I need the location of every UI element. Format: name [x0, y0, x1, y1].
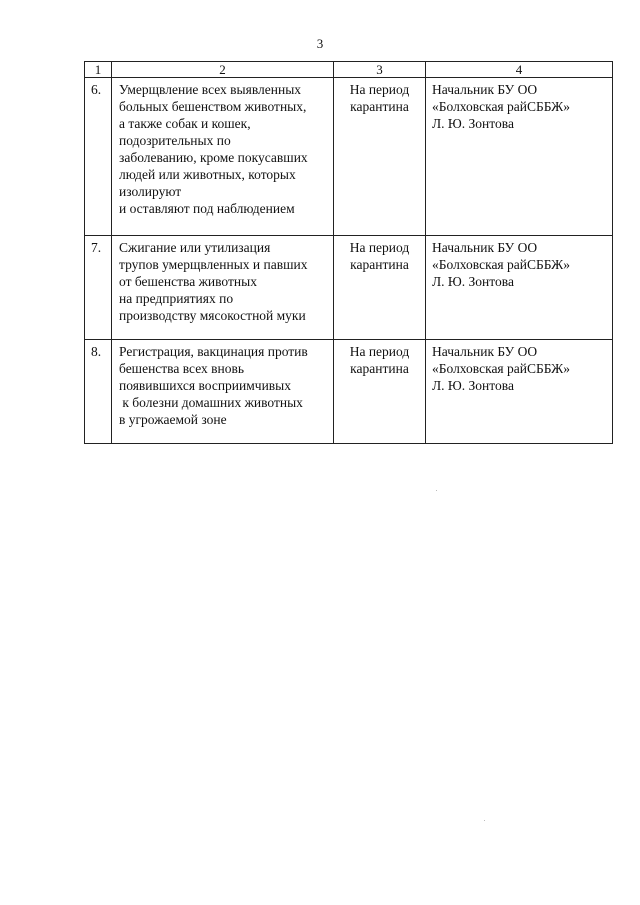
text-line: заболеванию, кроме покусавших — [119, 150, 308, 165]
header-cell: 3 — [334, 62, 426, 78]
text-line: Начальник БУ ОО — [432, 344, 538, 359]
text-line: появившихся восприимчивых — [119, 378, 291, 393]
text-line: Начальник БУ ОО — [432, 240, 538, 255]
header-cell: 1 — [85, 62, 112, 78]
table-row — [85, 78, 613, 236]
text-line: «Болховская райСББЖ» — [432, 361, 570, 376]
measure-cell — [112, 236, 334, 340]
header-cell: 2 — [112, 62, 334, 78]
text-line: «Болховская райСББЖ» — [432, 99, 570, 114]
table-header-row — [85, 62, 613, 78]
text-line: к болезни домашних животных — [119, 395, 303, 410]
text-line: больных бешенством животных, — [119, 99, 307, 114]
text-line: Умерщвление всех выявленных — [119, 82, 302, 97]
table-row — [85, 340, 613, 444]
text-line: в угрожаемой зоне — [119, 412, 227, 427]
responsible-cell — [426, 78, 613, 236]
header-cell: 4 — [426, 62, 613, 78]
text-line: «Болховская райСББЖ» — [432, 257, 570, 272]
scan-speck — [484, 820, 485, 821]
text-line: Л. Ю. Зонтова — [432, 116, 514, 131]
text-line: бешенства всех вновь — [119, 361, 245, 376]
text-line: людей или животных, которых — [119, 167, 296, 182]
row-number: 7. — [85, 236, 112, 340]
text-line: Л. Ю. Зонтова — [432, 378, 514, 393]
text-line: изолируют — [119, 184, 182, 199]
measure-cell — [112, 78, 334, 236]
text-line: а также собак и кошек, — [119, 116, 251, 131]
text-line: На период — [349, 240, 410, 255]
responsible-cell — [426, 340, 613, 444]
row-number: 6. — [85, 78, 112, 236]
text-line: подозрительных по — [119, 133, 231, 148]
term-cell — [334, 78, 426, 236]
text-line: и оставляют под наблюдением — [119, 201, 295, 216]
text-line: от бешенства животных — [119, 274, 257, 289]
table-row — [85, 236, 613, 340]
text-line: Начальник БУ ОО — [432, 82, 538, 97]
text-line: На период — [349, 82, 410, 97]
text-line: карантина — [350, 361, 409, 376]
text-line: карантина — [350, 99, 409, 114]
text-line: на предприятиях по — [119, 291, 234, 306]
page-number: 3 — [316, 36, 324, 51]
text-line: Регистрация, вакцинация против — [119, 344, 308, 359]
text-line: производству мясокостной муки — [119, 308, 306, 323]
row-number: 8. — [85, 340, 112, 444]
text-line: Сжигание или утилизация — [119, 240, 271, 255]
term-cell — [334, 236, 426, 340]
text-line: На период — [349, 344, 410, 359]
measure-cell — [112, 340, 334, 444]
text-line: трупов умерщвленных и павших — [119, 257, 308, 272]
measures-table — [84, 61, 613, 444]
text-line: карантина — [350, 257, 409, 272]
responsible-cell — [426, 236, 613, 340]
scan-speck — [436, 490, 437, 491]
text-line: Л. Ю. Зонтова — [432, 274, 514, 289]
term-cell — [334, 340, 426, 444]
